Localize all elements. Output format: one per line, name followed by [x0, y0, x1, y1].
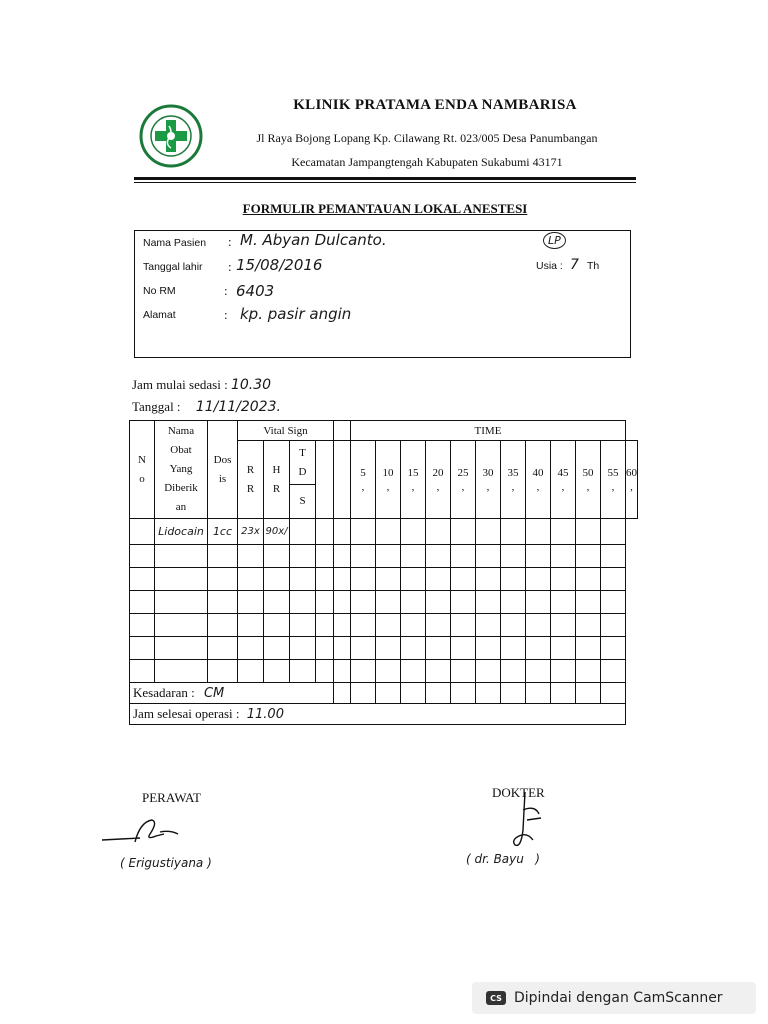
time-20: 20 ,: [426, 441, 451, 519]
camscanner-logo-icon: CS: [486, 991, 506, 1005]
table-row: [130, 545, 638, 568]
consciousness-label: Kesadaran :: [133, 685, 195, 700]
colon: :: [224, 283, 228, 298]
table-row: [130, 614, 638, 637]
header-divider-thin: [134, 182, 636, 183]
nurse-label: PERAWAT: [142, 790, 201, 805]
time-10: 10 ,: [376, 441, 401, 519]
nurse-signature: [100, 812, 200, 852]
age-label: Usia :: [536, 260, 563, 272]
camscanner-watermark: [472, 982, 756, 1014]
colon: :: [228, 234, 232, 249]
time-40: 40 ,: [526, 441, 551, 519]
end-time-label: Jam selesai operasi :: [133, 706, 240, 721]
time-35: 35 ,: [501, 441, 526, 519]
col-header-time: TIME: [351, 421, 626, 441]
doctor-label: DOKTER: [492, 785, 545, 800]
col-header-drug: Nama Obat Yang Diberik an: [155, 421, 208, 519]
consciousness-value: CM: [203, 686, 225, 701]
col-header-no: N o: [130, 421, 155, 519]
sedation-date-label: Tanggal :: [132, 399, 181, 414]
nurse-name: ( Erigustiyana ): [120, 856, 212, 870]
clinic-address-line2: Kecamatan Jampangtengah Kabupaten Sukabumi 43171: [291, 155, 563, 169]
rm-value: 6403: [236, 282, 275, 300]
row1-rr: 23x: [238, 519, 264, 545]
header-divider: [134, 177, 636, 180]
camscanner-text: Dipindai dengan CamScanner: [514, 990, 723, 1006]
sedation-start: [132, 377, 271, 393]
dob-label: Tanggal lahir: [143, 261, 203, 273]
consciousness-cell: [130, 683, 334, 704]
col-header-sd: S: [290, 485, 316, 519]
age-value: 7: [570, 257, 579, 273]
clinic-address-line1: Jl Raya Bojong Lopang Kp. Cilawang Rt. 023/005 Desa Panumbangan: [256, 131, 598, 145]
colon: :: [224, 307, 228, 322]
age-unit: Th: [587, 260, 600, 272]
col-header-hr: H R: [264, 441, 290, 519]
sedation-date: [132, 399, 281, 415]
col-header-td: T D: [290, 441, 316, 485]
time-55: 55 ,: [601, 441, 626, 519]
end-time-value: 11.00: [246, 707, 284, 722]
col-header-dose: Dos is: [208, 421, 238, 519]
table-row: [130, 637, 638, 660]
time-25: 25 ,: [451, 441, 476, 519]
time-50: 50 ,: [576, 441, 601, 519]
col-header-vital-sign: Vital Sign: [238, 421, 334, 441]
time-60: 60 ,: [626, 441, 638, 519]
form-title: FORMULIR PEMANTAUAN LOKAL ANESTESI: [242, 201, 528, 216]
table-row: [130, 519, 638, 545]
patient-name-label: Nama Pasien: [143, 237, 207, 249]
consciousness-row: [130, 683, 638, 704]
colon: :: [228, 259, 232, 274]
time-30: 30 ,: [476, 441, 501, 519]
end-time-row: [130, 704, 638, 725]
row1-dose: 1cc: [208, 519, 238, 545]
doctor-name: ( dr. Bayu ): [466, 852, 540, 866]
row1-drug: Lidocain: [155, 519, 208, 545]
table-row: [130, 568, 638, 591]
clinic-name: KLINIK PRATAMA ENDA NAMBARISA: [293, 97, 577, 113]
clinic-logo: [139, 104, 203, 168]
end-time-cell: [130, 704, 626, 725]
sedation-start-label: Jam mulai sedasi :: [132, 377, 228, 392]
doctor-signature: [505, 790, 555, 855]
time-45: 45 ,: [551, 441, 576, 519]
table-row: [130, 591, 638, 614]
col-header-rr: R R: [238, 441, 264, 519]
address-value: kp. pasir angin: [240, 305, 352, 323]
sedation-start-value: 10.30: [230, 377, 272, 393]
table-row: [130, 660, 638, 683]
patient-name-value: M. Abyan Dulcanto.: [240, 231, 387, 249]
row1-hr: 90x/: [264, 519, 290, 545]
address-label: Alamat: [143, 309, 176, 321]
patient-info-box: [134, 230, 631, 358]
gender-mark: LP: [543, 232, 566, 249]
monitoring-table: [129, 420, 638, 725]
time-15: 15 ,: [401, 441, 426, 519]
dob-value: 15/08/2016: [236, 256, 323, 274]
time-5: 5 ,: [351, 441, 376, 519]
sedation-date-value: 11/11/2023.: [195, 399, 281, 415]
rm-label: No RM: [143, 285, 176, 297]
